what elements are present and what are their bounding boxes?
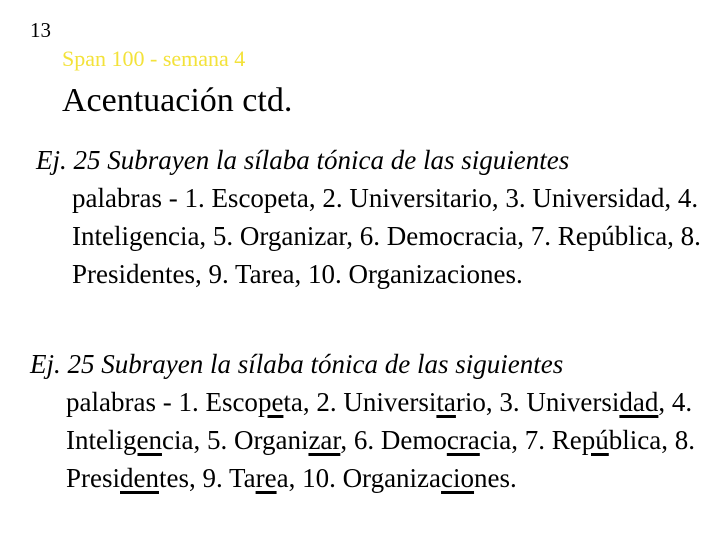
word-number: 5.	[206, 425, 234, 455]
tonic-syllable: ta	[436, 387, 456, 417]
syllables-after: blica	[608, 425, 662, 455]
separator: .	[510, 463, 517, 493]
separator: ,	[340, 425, 354, 455]
separator: ,	[188, 463, 203, 493]
tonic-syllable: cra	[446, 425, 480, 455]
answer-word	[525, 425, 675, 455]
syllables-after: tes	[158, 463, 189, 493]
syllables-before: Universi	[343, 387, 437, 417]
syllables-after: cia	[479, 425, 512, 455]
answer-heading: Ej. 25 Subrayen la sílaba tónica de las siguientes	[30, 349, 564, 379]
syllables-before: Re	[551, 425, 582, 455]
answer-word	[354, 425, 525, 455]
tonic-syllable: re	[255, 463, 277, 493]
tonic-syllable: gen	[122, 425, 162, 455]
syllables-before: Universi	[526, 387, 620, 417]
separator: ,	[193, 425, 207, 455]
syllables-before: Presi	[66, 463, 120, 493]
answer-word	[207, 425, 354, 455]
syllables-before: Organiza	[342, 463, 442, 493]
word-number: 8.	[674, 425, 696, 455]
syllables-after: rio	[455, 387, 486, 417]
syllables-before: Demo	[380, 425, 447, 455]
word-number: 3.	[499, 387, 527, 417]
separator: ,	[302, 387, 317, 417]
slide-number: 13	[30, 18, 51, 42]
syllables-after: nes	[474, 463, 511, 493]
answer-word	[178, 387, 316, 417]
syllables-before: Inteli	[66, 425, 123, 455]
word-number: 9.	[202, 463, 229, 493]
answer-word	[499, 387, 671, 417]
word-number: 4.	[671, 387, 693, 417]
answer-word	[202, 463, 302, 493]
exercise-heading: Ej. 25 Subrayen la sílaba tónica de las siguientes	[36, 145, 570, 175]
separator: ,	[658, 387, 672, 417]
syllables-before: Esco	[205, 387, 258, 417]
answer-word	[316, 387, 499, 417]
tonic-syllable: den	[120, 463, 159, 493]
exercise-prompt	[36, 141, 716, 293]
tonic-syllable: pe	[257, 387, 284, 417]
syllables-after: cia	[161, 425, 194, 455]
tonic-syllable: cio	[441, 463, 475, 493]
syllables-before: Organi	[233, 425, 309, 455]
course-label: Span 100 - semana 4	[62, 46, 246, 71]
separator: ,	[511, 425, 525, 455]
answer-intro: palabras -	[66, 387, 179, 417]
slide-title: Acentuación ctd.	[62, 82, 293, 119]
syllables-after: a	[276, 463, 289, 493]
word-number: 10.	[302, 463, 343, 493]
separator: ,	[661, 425, 675, 455]
word-number: 7.	[524, 425, 552, 455]
answer-word	[302, 463, 517, 493]
tonic-syllable: zar	[308, 425, 341, 455]
syllables-before: Ta	[229, 463, 256, 493]
exercise-text: palabras - 1. Escopeta, 2. Universitario, 3. Universidad, 4. Inteligencia, 5. Organizar, 6. Democracia, 7. República, 8. Presidentes, 9. Tarea, 10. Organizaciones.	[72, 183, 701, 289]
syllables-after: ta	[283, 387, 303, 417]
separator: ,	[485, 387, 500, 417]
tonic-syllable: dad	[619, 387, 659, 417]
word-number: 2.	[316, 387, 344, 417]
word-number: 1.	[178, 387, 206, 417]
tonic-syllable: pú	[581, 425, 609, 455]
exercise-answer	[30, 345, 710, 497]
separator: ,	[288, 463, 303, 493]
word-number: 6.	[353, 425, 381, 455]
